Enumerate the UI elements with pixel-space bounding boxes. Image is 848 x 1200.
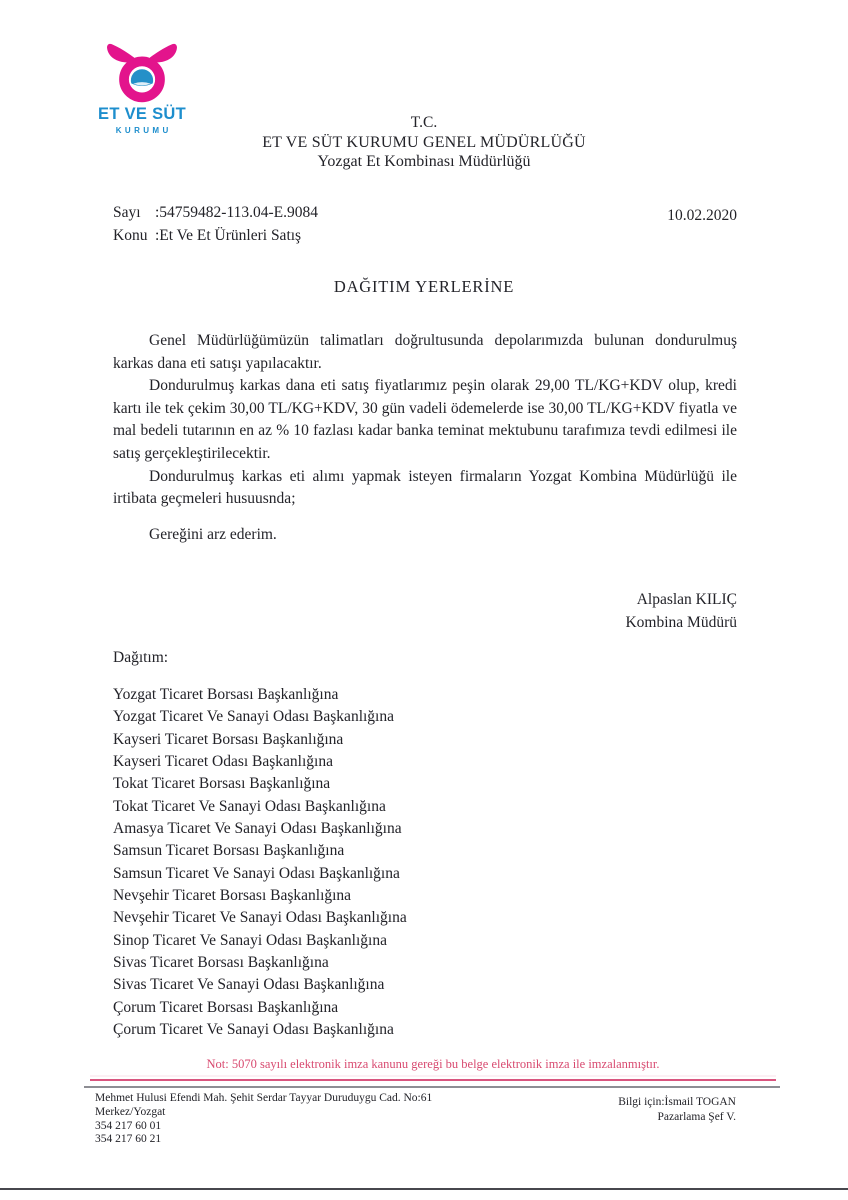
distribution-item: Samsun Ticaret Borsası Başkanlığına xyxy=(113,842,345,860)
distribution-item: Tokat Ticaret Ve Sanayi Odası Başkanlığına xyxy=(113,797,386,815)
footer-address-line: Merkez/Yozgat xyxy=(95,1105,166,1118)
letterhead-branch: Yozgat Et Kombinası Müdürlüğü xyxy=(317,153,531,170)
footer-contact-person: Bilgi için:İsmail TOGAN xyxy=(618,1096,736,1108)
distribution-item: Samsun Ticaret Ve Sanayi Odası Başkanlığına xyxy=(113,864,400,882)
distribution-item: Çorum Ticaret Borsası Başkanlığına xyxy=(113,998,339,1016)
distribution-item: Kayseri Ticaret Odası Başkanlığına xyxy=(113,753,333,771)
footer-contact-title: Pazarlama Şef V. xyxy=(657,1110,736,1123)
body-paragraph-3: Dondurulmuş karkas eti alımı yapmak isteyen firmaların Yozgat Kombina Müdürlüğü ile irtibata geçmeleri husuusnda; xyxy=(113,467,737,508)
recipient-heading: DAĞITIM YERLERİNE xyxy=(333,277,515,296)
distribution-item: Sivas Ticaret Ve Sanayi Odası Başkanlığına xyxy=(113,976,385,994)
letterhead-organization: ET VE SÜT KURUMU GENEL MÜDÜRLÜĞÜ xyxy=(262,133,586,151)
logo-title: ET VE SÜT xyxy=(98,105,186,123)
footer-phone: 354 217 60 21 xyxy=(95,1133,162,1146)
distribution-item: Sinop Ticaret Ve Sanayi Odası Başkanlığına xyxy=(113,931,387,949)
distribution-label: Dağıtım: xyxy=(113,649,169,666)
sayi-value: :54759482-113.04-E.9084 xyxy=(155,204,319,221)
footer-divider xyxy=(84,1086,780,1088)
body-paragraph-2: Dondurulmuş karkas dana eti satış fiyatlarımız peşin olarak 29,00 TL/KG+KDV olup, kredi kartı ile tek çekim 30,00 TL/KG+KDV, 30 gün vadeli ödemelerde ise 30,00 TL/KG+KDV fiyatla ve mal bedeli tutarının en az % 10 fazlası kadar banka teminat mektubunu tarafımıza tevdi edilmesi ile satış gerçekleştirilecektir. xyxy=(113,377,737,462)
distribution-item: Yozgat Ticaret Borsası Başkanlığına xyxy=(113,686,339,703)
distribution-item: Nevşehir Ticaret Borsası Başkanlığına xyxy=(113,887,352,905)
distribution-item: Yozgat Ticaret Ve Sanayi Odası Başkanlığına xyxy=(113,708,394,726)
closing-line: Gereğini arz ederim. xyxy=(149,525,277,543)
distribution-section xyxy=(113,647,407,1042)
letterhead-tc: T.C. xyxy=(410,114,438,131)
letterhead xyxy=(0,113,848,172)
distribution-item: Nevşehir Ticaret Ve Sanayi Odası Başkanlığına xyxy=(113,909,407,927)
reference-block xyxy=(113,202,318,247)
document-date: 10.02.2020 xyxy=(667,207,737,224)
signer-title: Kombina Müdürü xyxy=(625,613,737,631)
note-underline xyxy=(90,1079,776,1081)
signer-name: Alpaslan KILIÇ xyxy=(636,591,737,608)
bull-head-icon xyxy=(102,42,182,104)
konu-value: :Et Ve Et Ürünleri Satış xyxy=(155,226,302,244)
sayi-label: Sayı xyxy=(113,204,141,221)
distribution-item: Kayseri Ticaret Borsası Başkanlığına xyxy=(113,730,344,748)
document-meta xyxy=(113,202,737,247)
signature-block xyxy=(625,589,737,634)
konu-label: Konu xyxy=(113,226,148,244)
footer-address-block xyxy=(95,1092,432,1147)
page-bottom-line xyxy=(0,1188,848,1190)
konu-row xyxy=(113,225,318,248)
body-paragraph-1: Genel Müdürlüğümüzün talimatları doğrultusunda depolarımızda bulunan dondurulmuş karkas dana eti satışı yapılacaktır. xyxy=(113,332,737,372)
esignature-note: Not: 5070 sayılı elektronik imza kanunu gereği bu belge elektronik imza ile imzalanmıştır. xyxy=(90,1057,776,1077)
footer-address-line: Mehmet Hulusi Efendi Mah. Şehit Serdar Tayyar Duruduygu Cad. No:61 xyxy=(95,1092,433,1104)
distribution-item: Tokat Ticaret Borsası Başkanlığına xyxy=(113,775,331,793)
footer-phone: 354 217 60 01 xyxy=(95,1119,162,1132)
distribution-item: Çorum Ticaret Ve Sanayi Odası Başkanlığına xyxy=(113,1021,394,1039)
footer-contact-block xyxy=(618,1095,736,1124)
distribution-item: Amasya Ticaret Ve Sanayi Odası Başkanlığına xyxy=(113,820,402,838)
distribution-item: Sivas Ticaret Borsası Başkanlığına xyxy=(113,954,329,972)
sayi-row xyxy=(113,202,318,225)
logo-subtitle: KURUMU xyxy=(115,126,172,135)
letter-body xyxy=(113,330,737,546)
distribution-items xyxy=(113,684,407,1042)
